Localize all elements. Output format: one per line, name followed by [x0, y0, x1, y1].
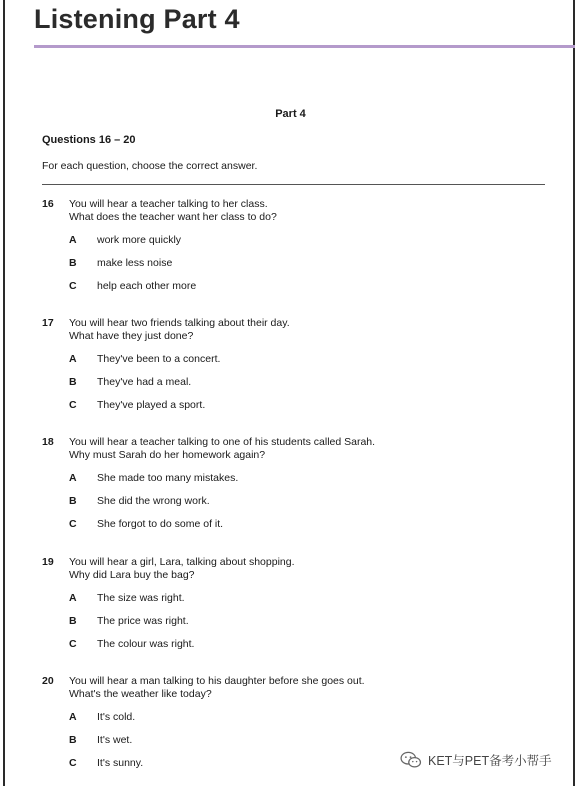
option-text: She forgot to do some of it.	[97, 518, 224, 530]
option-letter: B	[69, 257, 77, 269]
watermark-text: KET与PET备考小帮手	[428, 754, 552, 768]
stem-line: You will hear a man talking to his daughter before she goes out.	[69, 675, 365, 687]
question-number: 18	[42, 436, 54, 448]
option-letter: C	[69, 757, 77, 769]
option-text: It's cold.	[97, 711, 136, 723]
option-text: The size was right.	[97, 592, 185, 604]
stem-line: You will hear a girl, Lara, talking about shopping.	[69, 556, 295, 568]
option-letter: A	[69, 472, 77, 484]
option-letter: C	[69, 399, 77, 411]
watermark	[400, 751, 552, 769]
questions-range: Questions 16 – 20	[42, 134, 136, 146]
question-stem	[69, 556, 295, 581]
option-letter: B	[69, 495, 77, 507]
option-letter: A	[69, 234, 77, 246]
option-text: They've played a sport.	[97, 399, 206, 411]
option-letter: A	[69, 353, 77, 365]
stem-question: What's the weather like today?	[69, 687, 212, 700]
question-stem	[69, 675, 365, 700]
option-letter: B	[69, 615, 77, 627]
question-number: 17	[42, 317, 54, 329]
option-letter: C	[69, 280, 77, 292]
option-text: It's sunny.	[97, 757, 144, 769]
question-stem	[69, 436, 375, 461]
stem-line: You will hear a teacher talking to her class.	[69, 198, 268, 210]
option-text: She did the wrong work.	[97, 495, 210, 507]
stem-line: You will hear two friends talking about their day.	[69, 317, 290, 329]
question-number: 16	[42, 198, 54, 210]
option-letter: A	[69, 592, 77, 604]
option-text: The price was right.	[97, 615, 189, 627]
title-underline	[34, 45, 575, 48]
stem-line: You will hear a teacher talking to one of his students called Sarah.	[69, 436, 376, 448]
option-text: help each other more	[97, 280, 197, 292]
question-number: 19	[42, 556, 54, 568]
instruction-text: For each question, choose the correct answer.	[42, 160, 258, 172]
option-text: They've been to a concert.	[97, 353, 221, 365]
part-heading: Part 4	[275, 108, 306, 120]
option-text: They've had a meal.	[97, 376, 192, 388]
option-text: It's wet.	[97, 734, 133, 746]
question-number: 20	[42, 675, 54, 687]
option-letter: C	[69, 518, 77, 530]
question-stem	[69, 317, 290, 342]
stem-question: What does the teacher want her class to do?	[69, 210, 277, 223]
stem-question: Why did Lara buy the bag?	[69, 568, 195, 581]
section-divider	[42, 184, 545, 185]
option-letter: A	[69, 711, 77, 723]
option-text: make less noise	[97, 257, 173, 269]
stem-question: What have they just done?	[69, 329, 194, 342]
option-text: work more quickly	[97, 234, 182, 246]
option-letter: B	[69, 376, 77, 388]
stem-question: Why must Sarah do her homework again?	[69, 448, 266, 461]
wechat-icon	[400, 751, 422, 769]
option-text: The colour was right.	[97, 638, 195, 650]
page-title: Listening Part 4	[34, 4, 240, 34]
option-text: She made too many mistakes.	[97, 472, 239, 484]
option-letter: B	[69, 734, 77, 746]
question-stem	[69, 198, 277, 223]
option-letter: C	[69, 638, 77, 650]
